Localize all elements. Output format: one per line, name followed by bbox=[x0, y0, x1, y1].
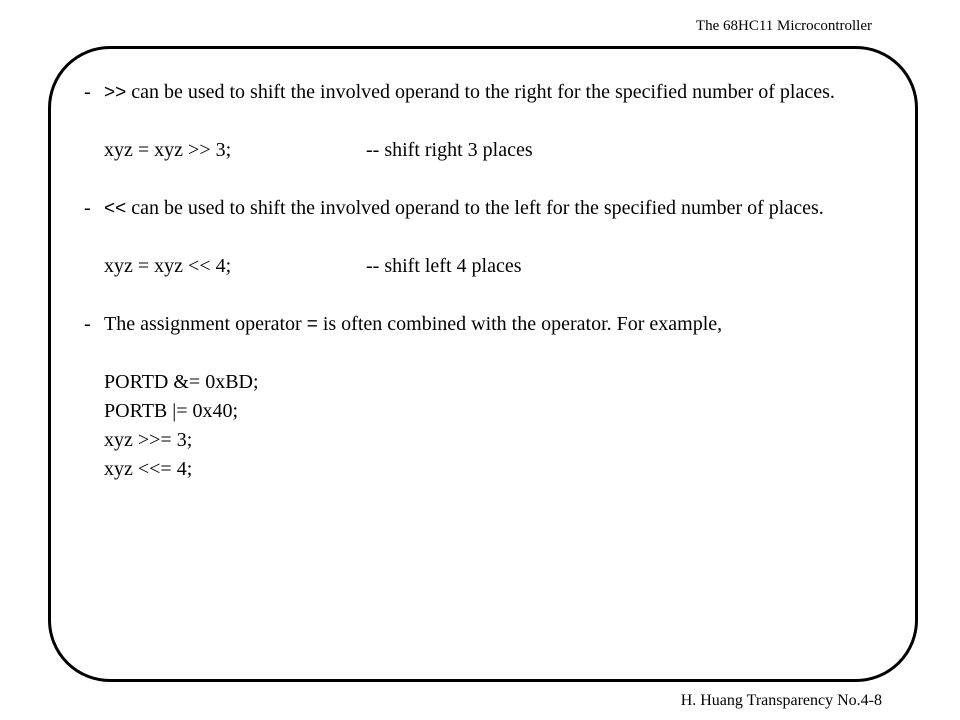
code-statement: xyz = xyz << 4; bbox=[104, 255, 232, 277]
operator-right-shift: >> bbox=[104, 82, 127, 103]
slide-footer: H. Huang Transparency No.4-8 bbox=[680, 692, 882, 709]
spacer bbox=[84, 107, 904, 136]
operator-assignment: = bbox=[306, 314, 318, 335]
code-statement: xyz = xyz >> 3; bbox=[104, 139, 232, 161]
spacer bbox=[84, 223, 904, 252]
spacer bbox=[84, 165, 904, 194]
example-line-portd: PORTD &= 0xBD; bbox=[104, 371, 259, 393]
operator-left-shift: << bbox=[104, 198, 127, 219]
bullet-left-shift bbox=[84, 194, 904, 223]
bullet-description: can be used to shift the involved operand to the right for the specified number of places. bbox=[126, 81, 835, 103]
bullet-dash: - bbox=[84, 197, 91, 219]
slide-content bbox=[84, 78, 904, 484]
bullet-text bbox=[104, 78, 904, 107]
code-line-left-shift bbox=[84, 252, 904, 281]
spacer bbox=[84, 339, 904, 368]
bullet-dash: - bbox=[84, 313, 91, 335]
bullet-prefix: The assignment operator bbox=[104, 313, 307, 335]
slide-header-title: The 68HC11 Microcontroller bbox=[695, 18, 872, 34]
bullet-right-shift bbox=[84, 78, 904, 107]
bullet-text bbox=[104, 194, 904, 223]
bullet-description: can be used to shift the involved operand to the left for the specified number of places. bbox=[126, 197, 824, 219]
code-comment: -- shift right 3 places bbox=[366, 139, 533, 161]
code-comment: -- shift left 4 places bbox=[366, 255, 522, 277]
code-line-right-shift bbox=[84, 136, 904, 165]
spacer bbox=[84, 281, 904, 310]
bullet-dash: - bbox=[84, 81, 91, 103]
example-line-shift-left: xyz <<= 4; bbox=[104, 458, 193, 480]
example-line-shift-right: xyz >>= 3; bbox=[104, 429, 193, 451]
bullet-text bbox=[104, 310, 904, 339]
example-line-portb: PORTB |= 0x40; bbox=[104, 400, 239, 422]
bullet-description: is often combined with the operator. For example, bbox=[317, 313, 723, 335]
bullet-assignment bbox=[84, 310, 904, 339]
